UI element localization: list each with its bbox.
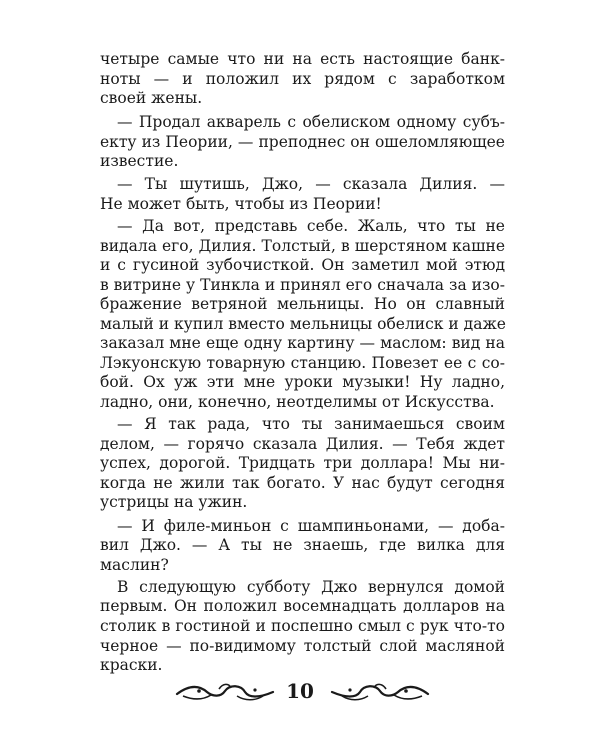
- text-line: своей жены.: [100, 89, 203, 108]
- text-line: бражение ветряной мельницы. Но он славный: [100, 295, 505, 314]
- ornament-right-icon: [330, 681, 430, 703]
- text-line: ладно, они, конечно, неотделимы от Искусства.: [100, 393, 495, 411]
- text-line: когда не жили так богато. У нас будут сегодня: [100, 473, 505, 492]
- text-line: — И филе-миньон с шампиньонами, — доба-: [117, 516, 505, 535]
- text-line: малый и купил вместо мельницы обелиск и даже: [100, 314, 506, 333]
- text-line: екту из Пеории, — преподнес он ошеломляющее: [100, 132, 505, 151]
- text-line: первым. Он положил восемнадцать долларов на: [100, 597, 505, 616]
- text-line: Не может быть, чтобы из Пеории!: [100, 194, 382, 213]
- page-number: 10: [286, 679, 314, 703]
- text-line: устрицы на ужин.: [100, 493, 248, 512]
- text-line: — Продал акварель с обелиском одному субъ-: [117, 113, 505, 132]
- text-line: успех, дорогой. Тридцать три доллара! Мы ни-: [100, 454, 505, 473]
- text-line: видала его, Дилия. Толстый, в шерстяном кашне: [100, 236, 505, 255]
- text-line: делом, — горячо сказала Дилия. — Тебя ждет: [100, 434, 505, 453]
- text-line: В следующую субботу Джо вернулся домой: [117, 577, 505, 596]
- text-line: заказал мне еще одну картину — маслом: вид на: [100, 334, 505, 353]
- text-line: в витрине у Тинкла и принял его сначала за изо-: [100, 275, 505, 294]
- text-line: маслин?: [100, 555, 169, 574]
- text-line: четыре самые что ни на есть настоящие банк-: [100, 50, 505, 68]
- text-line: Лэкуонскую товарную станцию. Повезет ее с со-: [100, 353, 505, 372]
- page-footer: [0, 678, 600, 706]
- text-line: — Ты шутишь, Джо, — сказала Дилия. —: [117, 175, 505, 194]
- text-line: известие.: [100, 152, 179, 171]
- text-line: вил Джо. — А ты не знаешь, где вилка для: [100, 536, 505, 554]
- text-line: ноты — и положил их рядом с заработком: [100, 69, 505, 88]
- text-line: и с гусиной зубочисткой. Он заметил мой этюд: [100, 256, 505, 275]
- text-line: черное — по-видимому толстый слой масляной: [100, 636, 505, 655]
- text-line: — Я так рада, что ты занимаешься своим: [117, 415, 505, 434]
- text-line: столик в гостиной и поспешно смыл с рук что-то: [100, 616, 505, 635]
- text-line: — Да вот, представь себе. Жаль, что ты не: [117, 217, 505, 235]
- text-line: бой. Ох уж эти мне уроки музыки! Ну ладно,: [100, 373, 505, 392]
- text-line: краски.: [100, 656, 163, 674]
